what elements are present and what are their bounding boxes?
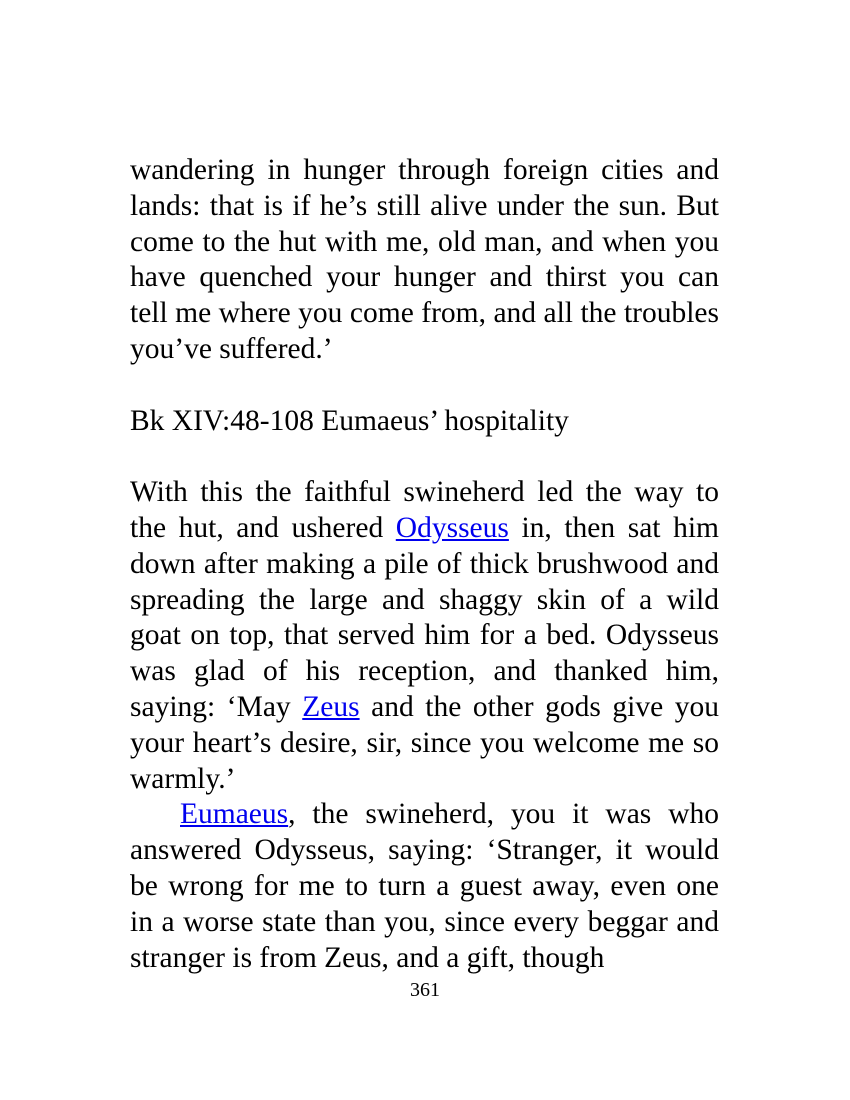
page-content [130,153,719,976]
paragraph-2 [130,475,719,797]
odysseus-link[interactable]: Odysseus [395,511,509,544]
section-heading: Bk XIV:48-108 Eumaeus’ hospitality [130,404,569,437]
paragraph-spacer [130,368,719,404]
paragraph-2-text-a: With this the faithful swineherd led the way to the hut, and ushered [130,476,719,544]
paragraph-3-text: , the swineherd, you it was who answered Odysseus, saying: ‘Stranger, it would be wrong for me to turn a guest away, even one in a worse state than you, since every beggar and stranger is from Zeus, and a gift, though [130,798,719,974]
paragraph-2-text-c: and the other gods give you your heart’s desire, sir, since you welcome me so warmly.’ [130,690,719,795]
paragraph-1: wandering in hunger through foreign cities and lands: that is if he’s still alive under the sun. But come to the hut with me, old man, and when you have quenched your hunger and thirst you can tell me where you come from, and all the troubles you’ve suffered.’ [130,154,719,365]
page-number: 361 [410,979,440,1001]
zeus-link[interactable]: Zeus [302,690,360,723]
paragraph-spacer [130,439,719,475]
paragraph-2-text-b: in, then sat him down after making a pile of thick brushwood and spreading the large and shaggy skin of a wild goat on top, that served him for a bed. Odysseus was glad of his reception, and thanked him, saying: ‘May [130,511,719,723]
paragraph-3 [130,797,719,976]
eumaeus-link[interactable]: Eumaeus [180,798,289,831]
